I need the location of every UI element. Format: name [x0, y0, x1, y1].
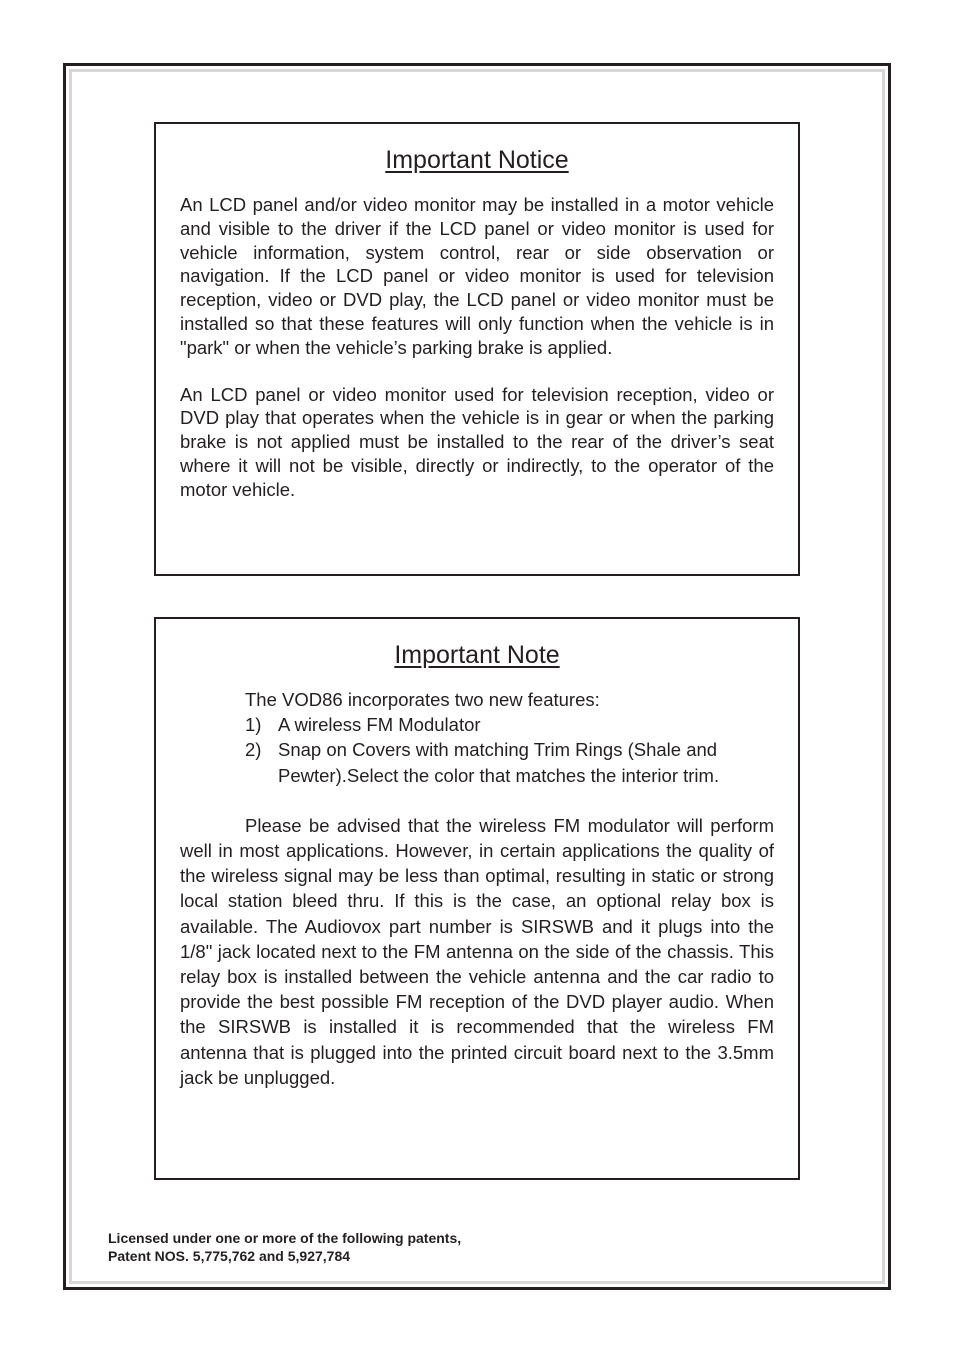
notice-paragraph-1: An LCD panel and/or video monitor may be installed in a motor vehicle and visible to the driver if the LCD panel or video monitor is used for vehicle information, system control, rear or side observation or navigation. If the LCD panel or video monitor is used for television reception, video or DVD play, the LCD panel or video monitor must be installed so that these features will only function when the vehicle is in "park" or when the vehicle’s parking brake is applied. [180, 194, 774, 358]
list-item-number: 2) [245, 739, 262, 761]
list-item [245, 712, 774, 737]
important-note-title: Important Note [394, 641, 560, 669]
list-item-number: 1) [245, 714, 262, 736]
advisory-paragraph: Please be advised that the wireless FM modulator will perform well in most applications. However, in certain applications the quality of the wireless signal may be less than optimal, resulting in static or strong local station bleed thru. If this is the case, an optional relay box is available. The Audiovox part number is SIRSWB and it plugs into the 1/8" jack located next to the FM antenna on the side of the chassis. This relay box is installed between the vehicle antenna and the car radio to provide the best possible FM reception of the DVD player audio. When the SIRSWB is installed it is recommended that the wireless FM antenna that is plugged into the printed circuit board next to the 3.5mm jack be unplugged. [180, 814, 774, 1088]
important-note-box [154, 617, 800, 1180]
notice-paragraph-2: An LCD panel or video monitor used for television reception, video or DVD play that operates when the vehicle is in gear or when the parking brake is not applied must be installed to the rear of the driver’s seat where it will not be visible, directly or indirectly, to the operator of the motor vehicle. [180, 383, 774, 500]
list-item [245, 737, 774, 787]
list-item-text: Snap on Covers with matching Trim Rings (Shale and Pewter).Select the color that matches the interior trim. [278, 739, 720, 786]
patent-line-1: Licensed under one or more of the following patents, [108, 1230, 462, 1246]
list-item-text: A wireless FM Modulator [278, 714, 481, 736]
important-notice-box [154, 122, 800, 576]
patent-footer [108, 1229, 461, 1265]
important-notice-title: Important Notice [385, 146, 569, 174]
features-intro: The VOD86 incorporates two new features: [245, 689, 600, 710]
patent-line-2: Patent NOS. 5,775,762 and 5,927,784 [108, 1248, 351, 1264]
feature-list [245, 712, 774, 788]
